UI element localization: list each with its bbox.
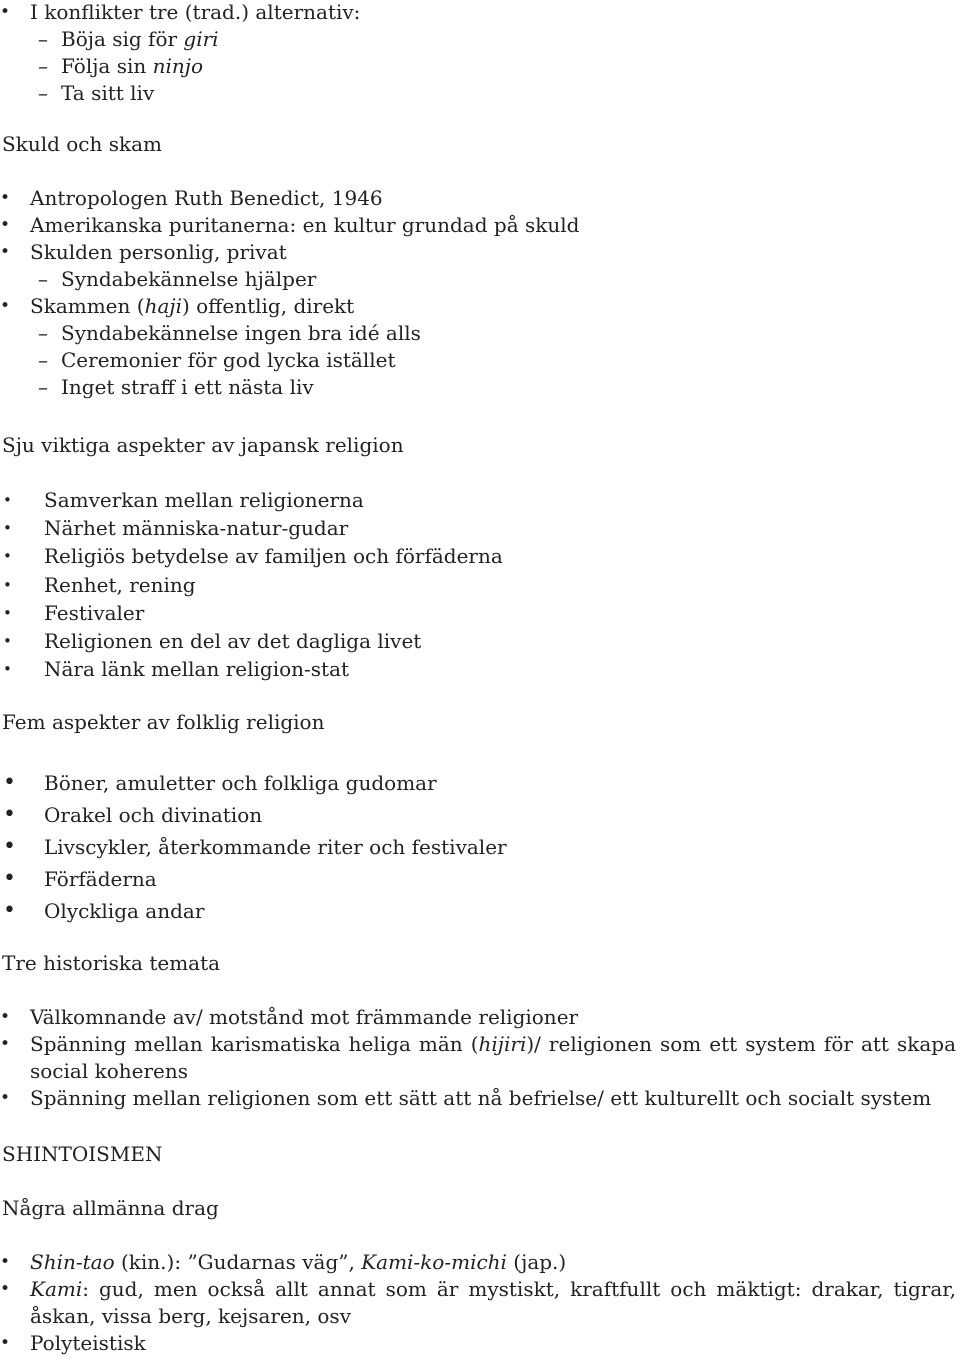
- list-item: – Böja sig för giri: [0, 26, 958, 53]
- section-heading-skuld: Skuld och skam: [2, 132, 163, 156]
- list-item: • Välkomnande av/ motstånd mot främmande religioner: [0, 1004, 958, 1031]
- list-item: • Förfäderna: [0, 863, 958, 895]
- tre-list: [0, 1004, 958, 1112]
- list-item: – Syndabekännelse ingen bra idé alls: [0, 320, 958, 347]
- list-item: • Livscykler, återkommande riter och festivaler: [0, 831, 958, 863]
- list-item: – Ta sitt liv: [0, 80, 958, 107]
- list-item: • Samverkan mellan religionerna: [0, 486, 958, 514]
- intro-list: [0, 0, 958, 107]
- list-item: – Syndabekännelse hjälper: [0, 266, 958, 293]
- section-heading-tre: Tre historiska temata: [2, 951, 221, 975]
- section-heading-shintoismen: SHINTOISMEN: [2, 1142, 163, 1166]
- list-item: – Inget straff i ett nästa liv: [0, 374, 958, 401]
- list-item: • Shin-tao (kin.): ”Gudarnas väg”, Kami-ko-michi (jap.): [0, 1249, 958, 1276]
- section-heading-fem: Fem aspekter av folklig religion: [2, 710, 325, 734]
- list-item: • Spänning mellan religionen som ett sätt att nå befrielse/ ett kulturellt och socialt system: [0, 1085, 958, 1112]
- subheading-allmanna-drag: Några allmänna drag: [2, 1196, 219, 1220]
- list-item: • Närhet människa-natur-gudar: [0, 514, 958, 542]
- list-item: • Religiös betydelse av familjen och förfäderna: [0, 542, 958, 570]
- shinto-list: [0, 1249, 958, 1357]
- list-item: • I konflikter tre (trad.) alternativ:: [0, 0, 958, 26]
- list-item: • Renhet, rening: [0, 571, 958, 599]
- skuld-list: [0, 185, 958, 401]
- list-item: • Antropologen Ruth Benedict, 1946: [0, 185, 958, 212]
- sju-list: [0, 486, 958, 683]
- list-item: • Polyteistisk: [0, 1330, 958, 1357]
- list-item: • Skulden personlig, privat: [0, 239, 958, 266]
- list-item: • Spänning mellan karismatiska heliga män (hijiri)/ religionen som ett system för att skapa social koherens: [0, 1031, 958, 1085]
- list-item: • Böner, amuletter och folkliga gudomar: [0, 767, 958, 799]
- list-item: – Ceremonier för god lycka istället: [0, 347, 958, 374]
- list-item: • Kami: gud, men också allt annat som är mystiskt, kraftfullt och mäktigt: drakar, tigrar, åskan, vissa berg, kejsaren, osv: [0, 1276, 958, 1330]
- list-item: • Nära länk mellan religion-stat: [0, 655, 958, 683]
- list-item: • Amerikanska puritanerna: en kultur grundad på skuld: [0, 212, 958, 239]
- fem-list: [0, 767, 958, 927]
- list-item: • Orakel och divination: [0, 799, 958, 831]
- list-item: – Följa sin ninjo: [0, 53, 958, 80]
- list-item: • Skammen (haji) offentlig, direkt: [0, 293, 958, 320]
- list-item: • Olyckliga andar: [0, 895, 958, 927]
- list-item: • Religionen en del av det dagliga livet: [0, 627, 958, 655]
- section-heading-sju: Sju viktiga aspekter av japansk religion: [2, 433, 404, 457]
- list-item: • Festivaler: [0, 599, 958, 627]
